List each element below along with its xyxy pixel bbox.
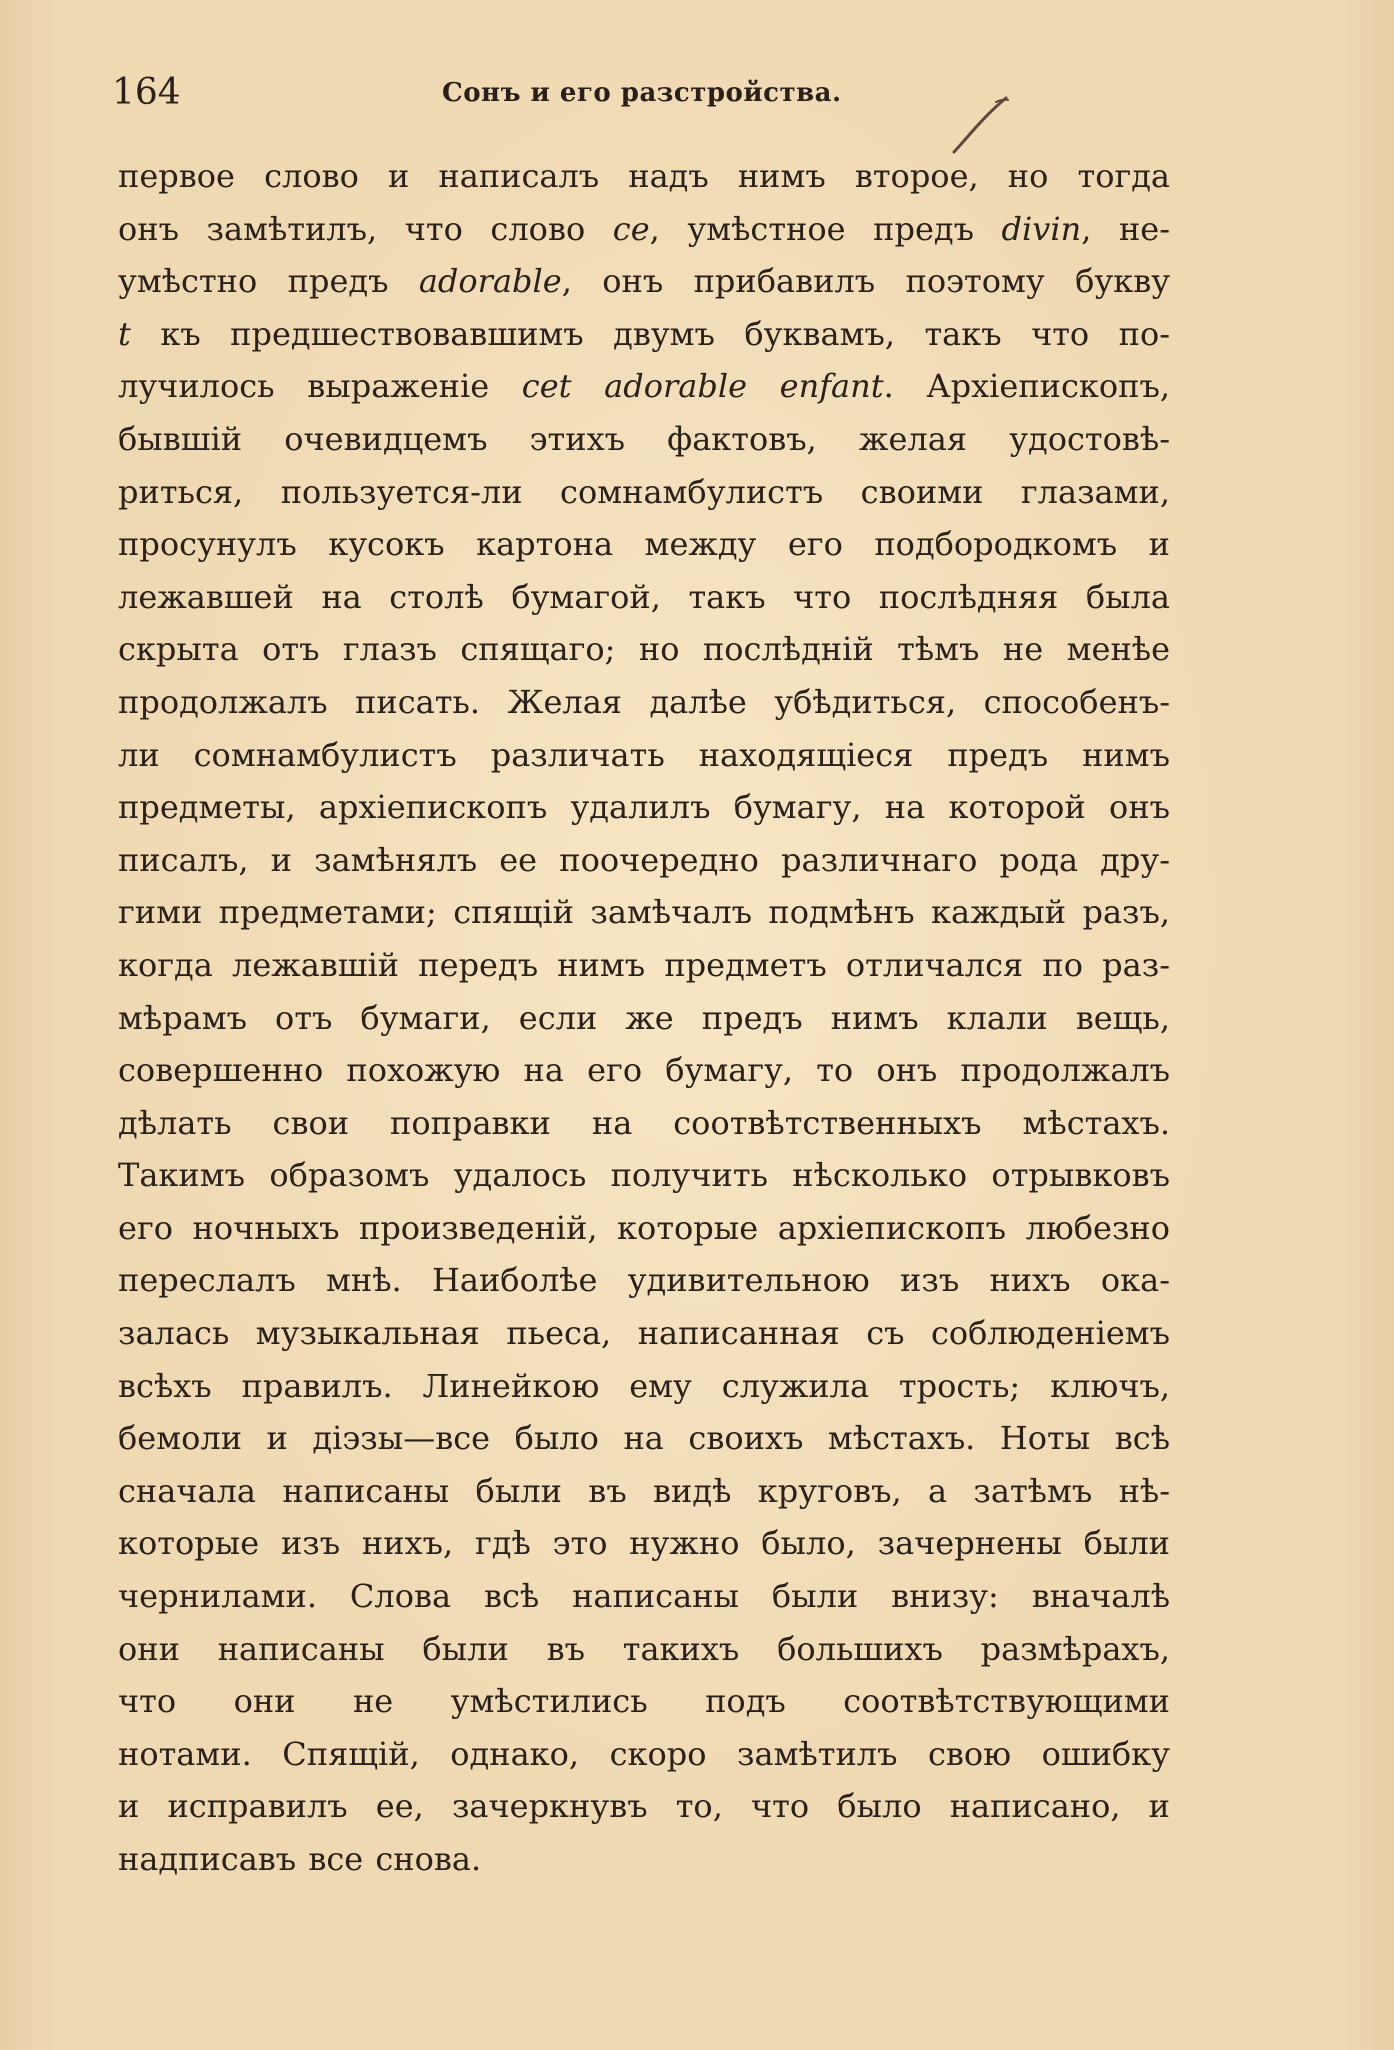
text-line: предметы, архіепископъ удалилъ бумагу, на которой онъ	[118, 788, 1170, 827]
text-line: совершенно похожую на его бумагу, то онъ продолжалъ	[118, 1051, 1170, 1090]
text-line: чернилами. Слова всѣ написаны были внизу: вначалѣ	[118, 1577, 1170, 1616]
text-line: его ночныхъ произведеній, которые архіепископъ любезно	[118, 1208, 1170, 1247]
page-number: 164	[112, 72, 181, 113]
italic-word: ce	[612, 209, 650, 248]
text-line: писалъ, и замѣнялъ ее поочередно различнаго рода дру-	[118, 840, 1170, 879]
text-line: риться, пользуется-ли сомнамбулистъ своими глазами,	[118, 472, 1170, 511]
text-line: ли сомнамбулистъ различать находящіеся предъ нимъ	[118, 735, 1170, 774]
text-line: надписавъ все снова.	[118, 1840, 482, 1878]
text-line: t къ предшествовавшимъ двумъ буквамъ, такъ что по-	[118, 314, 1170, 353]
italic-word: enfant	[779, 367, 884, 406]
text-line: скрыта отъ глазъ спящаго; но послѣдній тѣмъ не менѣе	[118, 630, 1170, 669]
italic-word: t	[118, 314, 131, 353]
italic-word: adorable	[418, 262, 562, 301]
text-line: когда лежавшій передъ нимъ предметъ отличался по раз-	[118, 945, 1170, 984]
text-line: онъ замѣтилъ, что слово ce, умѣстное предъ divin, не-	[118, 209, 1170, 248]
text-line: всѣхъ правилъ. Линейкою ему служила трость; ключъ,	[118, 1366, 1170, 1405]
text-line: они написаны были въ такихъ большихъ размѣрахъ,	[118, 1629, 1170, 1668]
text-line: которые изъ нихъ, гдѣ это нужно было, зачернены были	[118, 1524, 1170, 1563]
text-line: нотами. Спящій, однако, скоро замѣтилъ свою ошибку	[118, 1734, 1170, 1773]
text-line: сначала написаны были въ видѣ круговъ, а затѣмъ нѣ-	[118, 1471, 1170, 1510]
text-line: мѣрамъ отъ бумаги, если же предъ нимъ клали вещь,	[118, 998, 1170, 1037]
text-line: Такимъ образомъ удалось получить нѣсколько отрывковъ	[118, 1156, 1170, 1195]
text-line: просунулъ кусокъ картона между его подбородкомъ и	[118, 525, 1170, 564]
text-line: что они не умѣстились подъ соотвѣтствующими	[118, 1682, 1170, 1721]
text-line: продолжалъ писать. Желая далѣе убѣдиться, способенъ-	[118, 682, 1170, 721]
running-title: Сонъ и его разстройства.	[442, 78, 842, 108]
text-line: переслалъ мнѣ. Наиболѣе удивительною изъ нихъ ока-	[118, 1261, 1170, 1300]
text-line: первое слово и написалъ надъ нимъ второе, но тогда	[118, 157, 1170, 195]
body-text	[118, 150, 1170, 1886]
text-line: бемоли и діэзы—все было на своихъ мѣстахъ. Ноты всѣ	[118, 1419, 1170, 1458]
text-line: дѣлать свои поправки на соотвѣтственныхъ мѣстахъ.	[118, 1103, 1170, 1142]
italic-word: cet	[521, 367, 572, 406]
text-line: бывшій очевидцемъ этихъ фактовъ, желая удостовѣ-	[118, 419, 1170, 458]
text-line: гими предметами; спящій замѣчалъ подмѣнъ каждый разъ,	[118, 893, 1170, 932]
text-line: лучилось выраженіе cet adorable enfant. Архіепископъ,	[118, 367, 1170, 406]
text-line: умѣстно предъ adorable, онъ прибавилъ поэтому букву	[118, 262, 1170, 301]
text-line: и исправилъ ее, зачеркнувъ то, что было написано, и	[118, 1787, 1170, 1826]
italic-word: adorable	[604, 367, 747, 406]
text-line: лежавшей на столѣ бумагой, такъ что послѣдняя была	[118, 577, 1170, 616]
italic-word: divin	[1001, 209, 1082, 248]
text-line: залась музыкальная пьеса, написанная съ соблюденіемъ	[118, 1314, 1170, 1353]
